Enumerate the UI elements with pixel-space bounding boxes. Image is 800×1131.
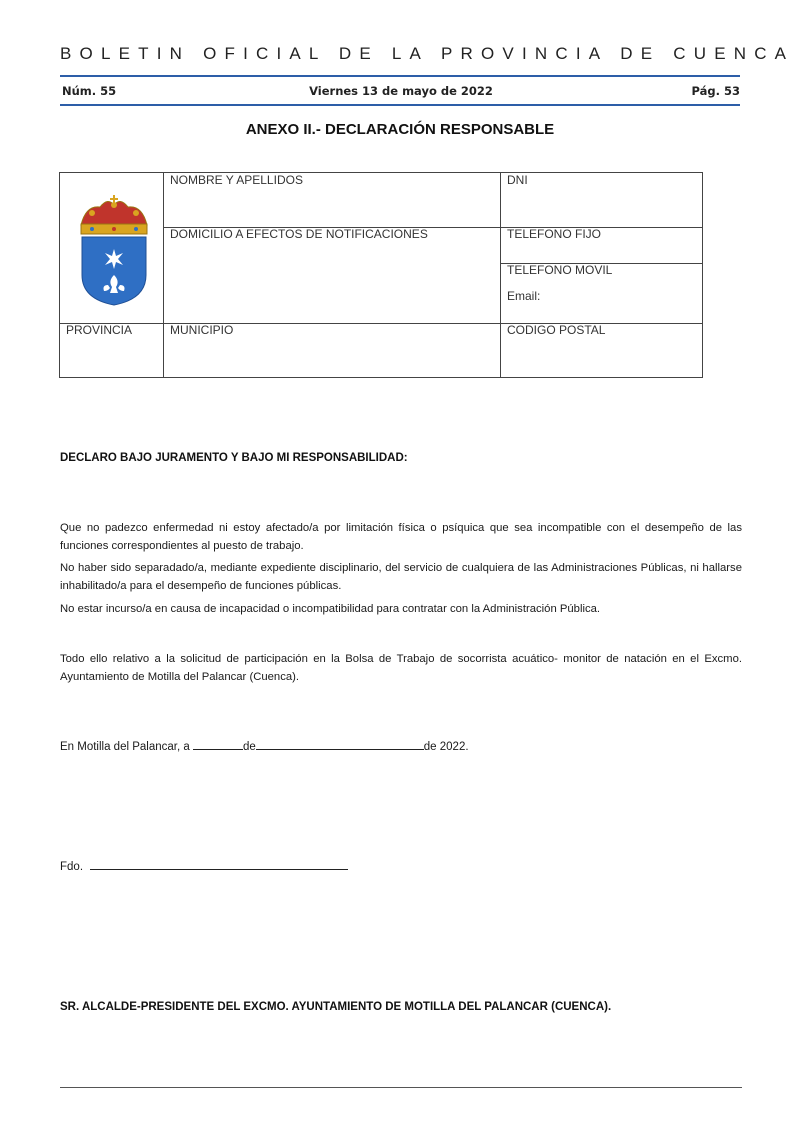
landline-field-label: TELEFONO FIJO xyxy=(507,227,602,241)
municipality-field-label: MUNICIPIO xyxy=(170,323,234,337)
declaration-heading: DECLARO BAJO JURAMENTO Y BAJO MI RESPONSABILIDAD: xyxy=(60,452,408,464)
declaration-item-incompatibility: No estar incurso/a en causa de incapacidad o incompatibilidad para contratar con la Administración Pública. xyxy=(60,603,601,615)
form-divider-row2 xyxy=(60,323,702,324)
day-blank xyxy=(193,737,243,750)
declaration-item-health: Que no padezco enfermedad ni estoy afectado/a por limitación física o psíquica que sea incompatible con el desempeño de las funciones correspondientes al puesto de trabajo. xyxy=(60,522,742,552)
coat-of-arms-icon xyxy=(78,195,150,312)
issue-number: Núm. 55 xyxy=(62,84,117,98)
declaration-context: Todo ello relativo a la solicitud de participación en la Bolsa de Trabajo de socorrista acuático- monitor de natación en el Excmo. Ayuntamiento de Motilla del Palancar (Cuenca). xyxy=(60,653,742,683)
addressee: SR. ALCALDE-PRESIDENTE DEL EXCMO. AYUNTAMIENTO DE MOTILLA DEL PALANCAR (CUENCA). xyxy=(60,1001,612,1013)
month-blank xyxy=(256,737,424,750)
name-field-label: NOMBRE Y APELLIDOS xyxy=(170,173,303,187)
signature-blank xyxy=(90,857,348,870)
annex-title: ANEXO II.- DECLARACIÓN RESPONSABLE xyxy=(245,121,555,138)
place-date-line xyxy=(60,737,469,753)
signature-line xyxy=(60,857,348,873)
form-divider-vertical-right xyxy=(500,173,501,377)
page-number: Pág. 53 xyxy=(691,84,740,98)
applicant-data-form xyxy=(59,172,703,378)
form-divider-vertical-left xyxy=(163,173,164,377)
signature-label: Fdo. xyxy=(60,861,84,873)
place-date-prefix: En Motilla del Palancar, a xyxy=(60,741,190,753)
issue-info-row xyxy=(62,84,740,100)
email-field-label: Email: xyxy=(507,289,541,303)
header-rule-bottom xyxy=(60,104,740,106)
province-field-label: PROVINCIA xyxy=(66,323,133,337)
place-date-suffix: de 2022. xyxy=(423,741,469,753)
bulletin-masthead: BOLETIN OFICIAL DE LA PROVINCIA DE CUENCA xyxy=(60,44,795,63)
address-field-label: DOMICILIO A EFECTOS DE NOTIFICACIONES xyxy=(170,227,428,241)
declaration-item-disciplinary: No haber sido separadado/a, mediante expediente disciplinario, del servicio de cualquiera de las Administraciones Públicas, ni hallarse inhabilitado/a para el desempeño de funciones públicas. xyxy=(60,562,742,592)
dni-field-label: DNI xyxy=(507,173,528,187)
place-date-de: de xyxy=(242,741,256,753)
header-rule-top xyxy=(60,75,740,77)
mobile-field-label: TELEFONO MOVIL xyxy=(507,263,613,277)
postal-code-field-label: CODIGO POSTAL xyxy=(507,323,606,337)
issue-date: Viernes 13 de mayo de 2022 xyxy=(309,84,493,98)
footer-rule xyxy=(60,1087,742,1088)
